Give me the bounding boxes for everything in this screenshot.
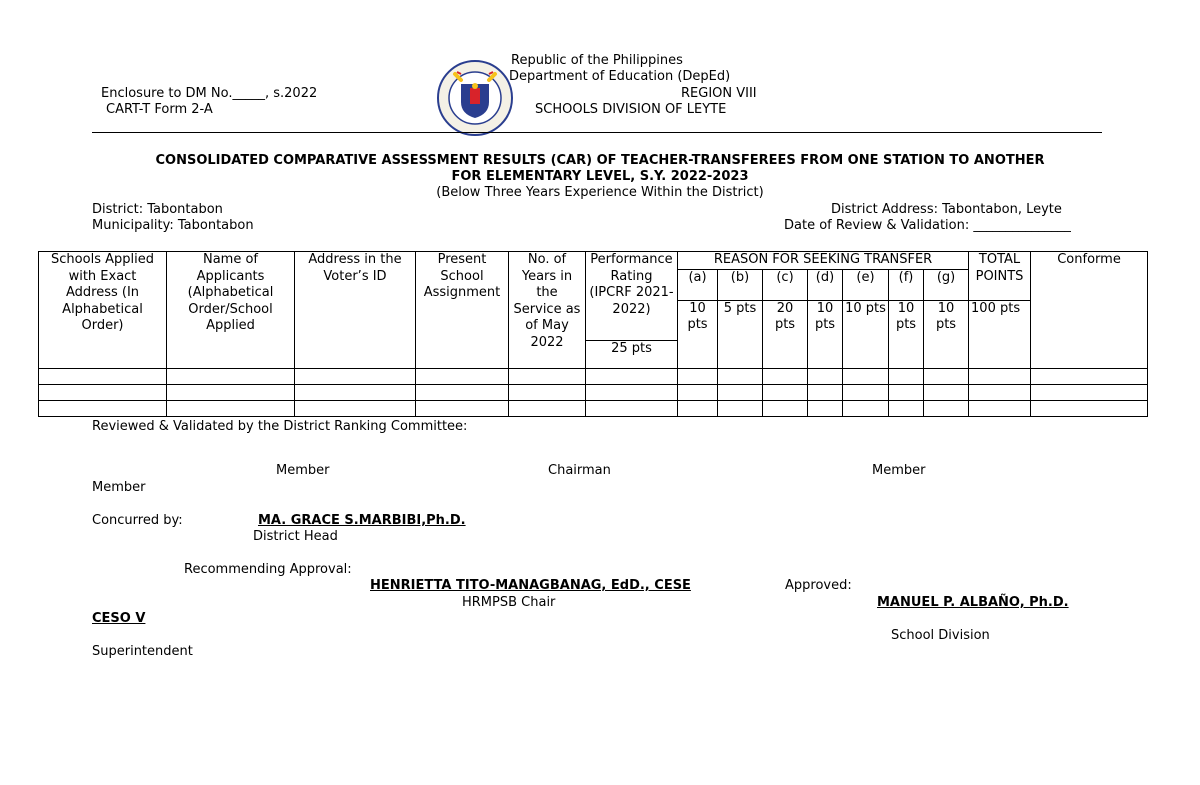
reason-f-label: (f)	[889, 269, 924, 300]
deped-seal-logo	[437, 60, 513, 136]
reason-d-points: 10 pts	[808, 300, 843, 368]
col-conforme-header: Conforme	[1031, 252, 1148, 369]
title-subtitle: (Below Three Years Experience Within the District)	[436, 185, 764, 200]
reason-a-points: 10 pts	[678, 300, 718, 368]
region-text: REGION VIII	[681, 86, 757, 101]
reason-d-label: (d)	[808, 269, 843, 300]
reason-c-label: (c)	[763, 269, 808, 300]
review-date-label: Date of Review & Validation: _______________	[784, 218, 1071, 233]
reviewed-by-label: Reviewed & Validated by the District Ranking Committee:	[92, 419, 468, 434]
col-present-header: Present School Assignment	[416, 252, 509, 369]
col-years-header: No. of Years in the Service as of May 2022	[509, 252, 586, 369]
reason-header: REASON FOR SEEKING TRANSFER	[678, 252, 969, 270]
reason-g-points: 10 pts	[924, 300, 969, 368]
form-code: CART-T Form 2-A	[106, 102, 213, 117]
chairman-label: Chairman	[548, 463, 611, 478]
district-head-title: District Head	[253, 529, 338, 544]
assessment-table	[38, 251, 1148, 417]
member-2-label: Member	[872, 463, 926, 478]
reason-g-label: (g)	[924, 269, 969, 300]
republic-text: Republic of the Philippines	[511, 53, 683, 68]
total-points: 100 pts	[969, 300, 1031, 368]
concurred-label: Concurred by:	[92, 513, 183, 528]
recommending-label: Recommending Approval:	[184, 562, 352, 577]
reason-e-label: (e)	[843, 269, 889, 300]
title-line-1: CONSOLIDATED COMPARATIVE ASSESSMENT RESULTS (CAR) OF TEACHER-TRANSFEREES FROM ONE STATION TO ANOTHER	[155, 153, 1045, 168]
district-head-name: MA. GRACE S.MARBIBI,Ph.D.	[258, 513, 466, 528]
title-line-2: FOR ELEMENTARY LEVEL, S.Y. 2022-2023	[451, 169, 749, 184]
sds-name: MANUEL P. ALBAÑO, Ph.D.	[877, 595, 1069, 610]
reason-f-points: 10 pts	[889, 300, 924, 368]
reason-b-label: (b)	[718, 269, 763, 300]
hrmpsb-name: HENRIETTA TITO-MANAGBANAG, EdD., CESE	[370, 578, 691, 593]
col-total-header: TOTAL POINTS	[969, 252, 1031, 301]
header-divider	[92, 132, 1102, 133]
table-row	[39, 368, 1148, 384]
sds-ceso: CESO V	[92, 611, 146, 626]
division-text: SCHOOLS DIVISION OF LEYTE	[535, 102, 727, 117]
sds-title-1: School Division	[891, 628, 990, 643]
department-text: Department of Education (DepEd)	[509, 69, 731, 84]
rating-points: 25 pts	[586, 340, 678, 368]
col-address-header: Address in the Voter’s ID	[295, 252, 416, 369]
col-rating-header: Performance Rating (IPCRF 2021-2022)	[586, 252, 678, 341]
hrmpsb-title: HRMPSB Chair	[462, 595, 556, 610]
district-address: District Address: Tabontabon, Leyte	[831, 202, 1062, 217]
member-1-label: Member	[276, 463, 330, 478]
table-row	[39, 384, 1148, 400]
reason-b-points: 5 pts	[718, 300, 763, 368]
reason-a-label: (a)	[678, 269, 718, 300]
sds-title-2: Superintendent	[92, 644, 193, 659]
col-schools-header: Schools Applied with Exact Address (In Alphabetical Order)	[39, 252, 167, 369]
approved-label: Approved:	[785, 578, 852, 593]
reason-e-points: 10 pts	[843, 300, 889, 368]
reason-c-points: 20 pts	[763, 300, 808, 368]
col-name-header: Name of Applicants (Alphabetical Order/School Applied	[167, 252, 295, 369]
member-3-label: Member	[92, 480, 146, 495]
enclosure-text: Enclosure to DM No._____, s.2022	[101, 86, 318, 101]
district-label: District: Tabontabon	[92, 202, 223, 217]
table-row	[39, 400, 1148, 416]
municipality-label: Municipality: Tabontabon	[92, 218, 254, 233]
